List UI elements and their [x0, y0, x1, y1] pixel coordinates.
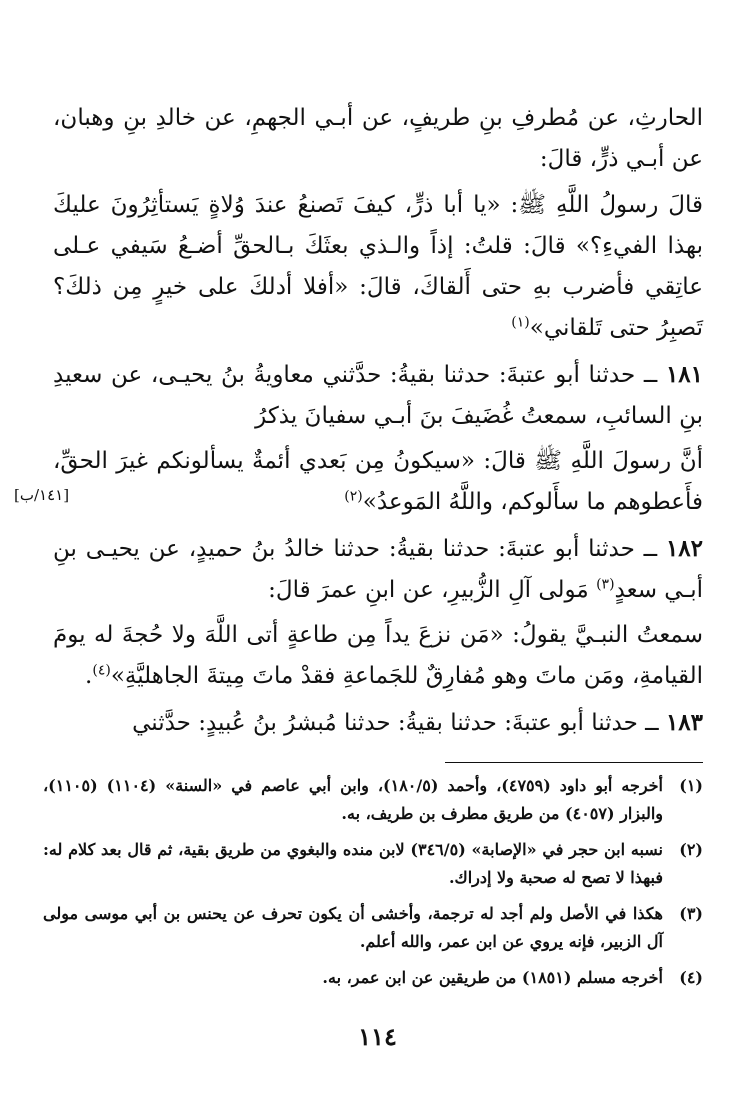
- page-number: ١١٤: [358, 1022, 397, 1051]
- footnote-text: نسبه ابن حجر في «الإصابة» (٣٤٦/٥) لابن منده والبغوي من طريق بقية، ثم قال بعد كلام له: فبهذا لا تصح له صحبة ولا إدراك.: [43, 840, 663, 887]
- paragraph-tail: .: [85, 663, 93, 689]
- footnote-number: (٤): [679, 968, 703, 987]
- paragraph-hadith-183-isnad: [53, 702, 703, 744]
- footnote-number: (٢): [679, 840, 703, 859]
- paragraph-text: ــ حدثنا أبو عتبةَ: حدثنا بقيةُ: حدثنا خالدُ بنُ حميدٍ، عن يحيـى بنِ أبـي سعدٍ: [53, 536, 703, 603]
- footnote-marker: (٣): [596, 576, 615, 593]
- footnote-marker: (٤): [92, 662, 111, 679]
- paragraph-opening: [53, 98, 703, 180]
- paragraph-hadith-181-isnad: [53, 354, 703, 437]
- paragraph-text: الحارثِ، عن مُطرفِ بنِ طريفٍ، عن أبـي الجهمِ، عن خالدِ بنِ وهبان، عن أبـي ذرٍّ، قالَ:: [53, 105, 703, 172]
- paragraph-hadith-180-matn: [53, 185, 703, 349]
- paragraph-text: قالَ رسولُ اللَّهِ ﷺ: «يا أبا ذرٍّ، كيفَ تَصنعُ عندَ وُلاةٍ يَستأثِرُونَ عليكَ بهذا الفيءِ؟» قالَ: قلتُ: إذاً والـذي بعثَكَ بـالحقِّ أضـعُ سَيفي عـلى عاتِقي فأضرب بهِ حتى أَلقاكَ، قالَ: «أفلا أدلكَ على خيرٍ مِن ذلكَ؟ تَصبِرُ حتى تَلقاني»: [53, 192, 703, 341]
- footnote-3: [43, 900, 703, 956]
- paragraph-hadith-182-isnad: [53, 528, 703, 611]
- footnote-marker: (٢): [344, 488, 363, 505]
- paragraph-text: مَولى آلِ الزُّبيرِ، عن ابنِ عمرَ قالَ:: [268, 577, 589, 603]
- paragraph-hadith-182-matn: [53, 615, 703, 697]
- manuscript-folio-ref: [١٤١/ب]: [14, 486, 70, 504]
- footnote-separator: [445, 762, 703, 763]
- footnote-4: [43, 964, 703, 992]
- paragraph-text: أنَّ رسولَ اللَّهِ ﷺ قالَ: «سيكونُ مِن بَعدي أئمةٌ يسألونكم غيرَ الحقِّ، فأَعطوهم ما سأَلوكم، واللَّهُ المَوعدُ»: [53, 448, 703, 515]
- footnote-1: [43, 772, 703, 828]
- footnote-text: أخرجه أبو داود (٤٧٥٩)، وأحمد (١٨٠/٥)، وابن أبي عاصم في «السنة» (١١٠٤) (١١٠٥)، والبزار (٤٠٥٧) من طريق مطرف بن طريف، به.: [43, 776, 664, 823]
- paragraph-text: ــ حدثنا أبو عتبةَ: حدثنا بقيةُ: حدَّثني معاويةُ بنُ يحيـى، عن سعيدِ بنِ السائبِ، سمعتُ غُضَيفَ بنَ أبـي سفيانَ يذكرُ: [53, 362, 703, 429]
- paragraph-text: ــ حدثنا أبو عتبةَ: حدثنا بقيةُ: حدثنا مُبشرُ بنُ عُبيدٍ: حدَّثني: [132, 710, 659, 736]
- footnote-text: هكذا في الأصل ولم أجد له ترجمة، وأخشى أن يكون تحرف عن يحنس بن أبي موسى مولى آل الزبير، فإنه يروي عن ابن عمر، والله أعلم.: [43, 904, 663, 951]
- footnote-number: (٣): [679, 904, 703, 923]
- footnote-text: أخرجه مسلم (١٨٥١) من طريقين عن ابن عمر، به.: [322, 968, 663, 987]
- hadith-number: ١٨٣: [665, 709, 703, 736]
- footnote-number: (١): [679, 776, 703, 795]
- footnote-marker: (١): [511, 314, 530, 331]
- footnote-2: [43, 836, 703, 892]
- hadith-number: ١٨١: [665, 361, 703, 388]
- paragraph-text: سمعتُ النبـيَّ يقولُ: «مَن نزعَ يداً مِن طاعةٍ أتى اللَّهَ ولا حُجةَ له يومَ القيامةِ، ومَن ماتَ وهو مُفارِقٌ للجَماعةِ فقدْ ماتَ مِيتةَ الجاهليَّةِ»: [53, 622, 703, 689]
- paragraph-hadith-181-matn: [53, 441, 703, 523]
- hadith-number: ١٨٢: [665, 535, 703, 562]
